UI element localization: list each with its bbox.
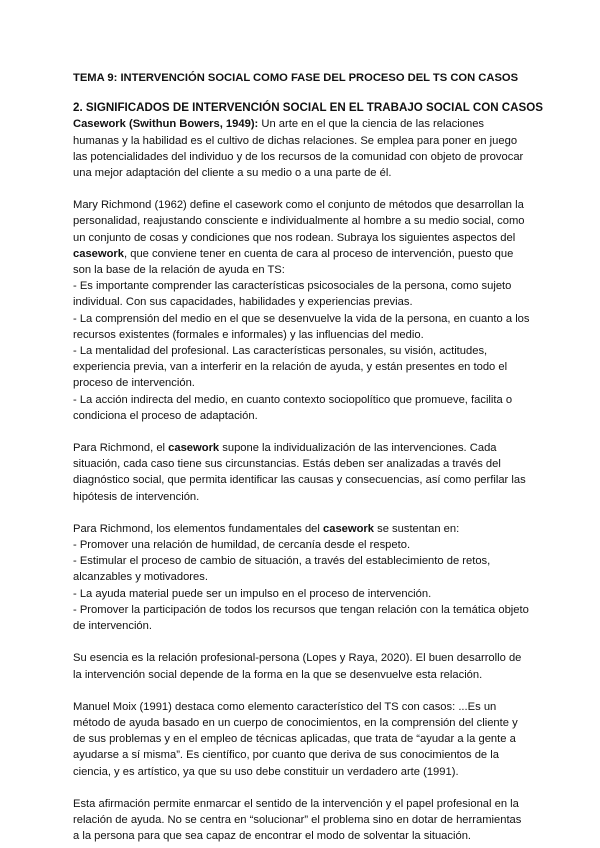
paragraph-moix: Manuel Moix (1991) destaca como elemento característico del TS con casos: ...Es un método de ayuda basado en un cuerpo de conocimientos, en la comprensión del cliente y de sus problemas y en el empleo de técnicas aplicadas, que trata de “ayudar a la gente a ayudarse a sí misma”. Es científico, por cuanto que deriva de sus conocimientos de la ciencia, y es artístico, ya que su uso debe constituir un verdadero arte (1991). xyxy=(73,700,518,778)
casework-definition-text: Un arte en el que la ciencia de las relaciones humanas y la habilidad es el cultivo de dichas relaciones. Se emplea para poner en juego las potencialidades del individuo y de los recursos de la comunidad con objeto de provocar una mejor adaptación del cliente a su medio o a una parte de él. xyxy=(73,118,524,180)
paragraph-casework-definition xyxy=(73,116,530,181)
paragraph-richmond-aspects xyxy=(73,197,530,424)
section-heading: 2. SIGNIFICADOS DE INTERVENCIÓN SOCIAL EN EL TRABAJO SOCIAL CON CASOS xyxy=(73,101,544,115)
paragraph-essence: Su esencia es la relación profesional-persona (Lopes y Raya, 2020). El buen desarrollo de la intervención social depende de la forma en la que se desenvuelve esta relación. xyxy=(73,652,522,681)
list-item: - La ayuda material puede ser un impulso en el proceso de intervención. xyxy=(73,587,432,600)
casework-bold: casework xyxy=(73,247,124,260)
casework-term: Casework (Swithun Bowers, 1949): xyxy=(73,118,259,131)
list-item: - Promover la participación de todos los recursos que tengan relación con la temática objeto de intervención. xyxy=(73,603,529,633)
list-item: - Es importante comprender las características psicosociales de la persona, como sujeto individual. Con sus capacidades, habilidades y experiencias previas. xyxy=(73,280,512,309)
paragraph-individualization: Para Richmond, el casework supone la individualización de las intervenciones. Cada situación, cada caso tiene sus circunstancias. Estás deben ser analizadas a través del diagnóstico social, que permita identificar las causas y consecuencias, así como perfilar las hipótesis de intervención. xyxy=(73,442,526,503)
elements-intro: Para Richmond, los elementos fundamentales del casework se sustentan en: xyxy=(73,522,460,535)
casework-bold: casework xyxy=(168,442,220,455)
list-item: - La acción indirecta del medio, en cuanto contexto sociopolítico que promueve, facilita o condiciona el proceso de adaptación. xyxy=(73,393,513,422)
list-item: - Promover una relación de humildad, de cercanía desde el respeto. xyxy=(73,539,411,552)
list-item: - La mentalidad del profesional. Las características personales, su visión, actitudes, experiencia previa, van a interferir en la relación de ayuda, y están presentes en todo el proceso de intervención. xyxy=(73,345,508,390)
list-item: - Estimular el proceso de cambio de situación, a través del establecimiento de retos, alcanzables y motivadores. xyxy=(73,555,491,584)
paragraph-conclusion: Esta afirmación permite enmarcar el sentido de la intervención y el papel profesional en la relación de ayuda. No se centra en “solucionar” el problema sino en dotar de herramientas a la persona para que sea capaz de encontrar el modo de solventar la situación. xyxy=(73,797,522,843)
paragraph-fundamental-elements xyxy=(73,521,530,634)
document-title: TEMA 9: INTERVENCIÓN SOCIAL COMO FASE DEL PROCESO DEL TS CON CASOS xyxy=(73,72,519,84)
casework-bold: casework xyxy=(323,522,374,535)
richmond-intro: Mary Richmond (1962) define el casework como el conjunto de métodos que desarrollan la personalidad, reajustando consciente e individualmente al hombre a su medio social, como un conjunto de cosas y condiciones que nos rodean. Subraya los siguientes aspectos del casework, que conviene tener en cuenta de cara al proceso de intervención, puesto que son la base de la relación de ayuda en TS: xyxy=(73,199,525,277)
list-item: - La comprensión del medio en el que se desenvuelve la vida de la persona, en cuanto a los recursos existentes (formales e informales) y las influencias del medio. xyxy=(73,312,530,341)
